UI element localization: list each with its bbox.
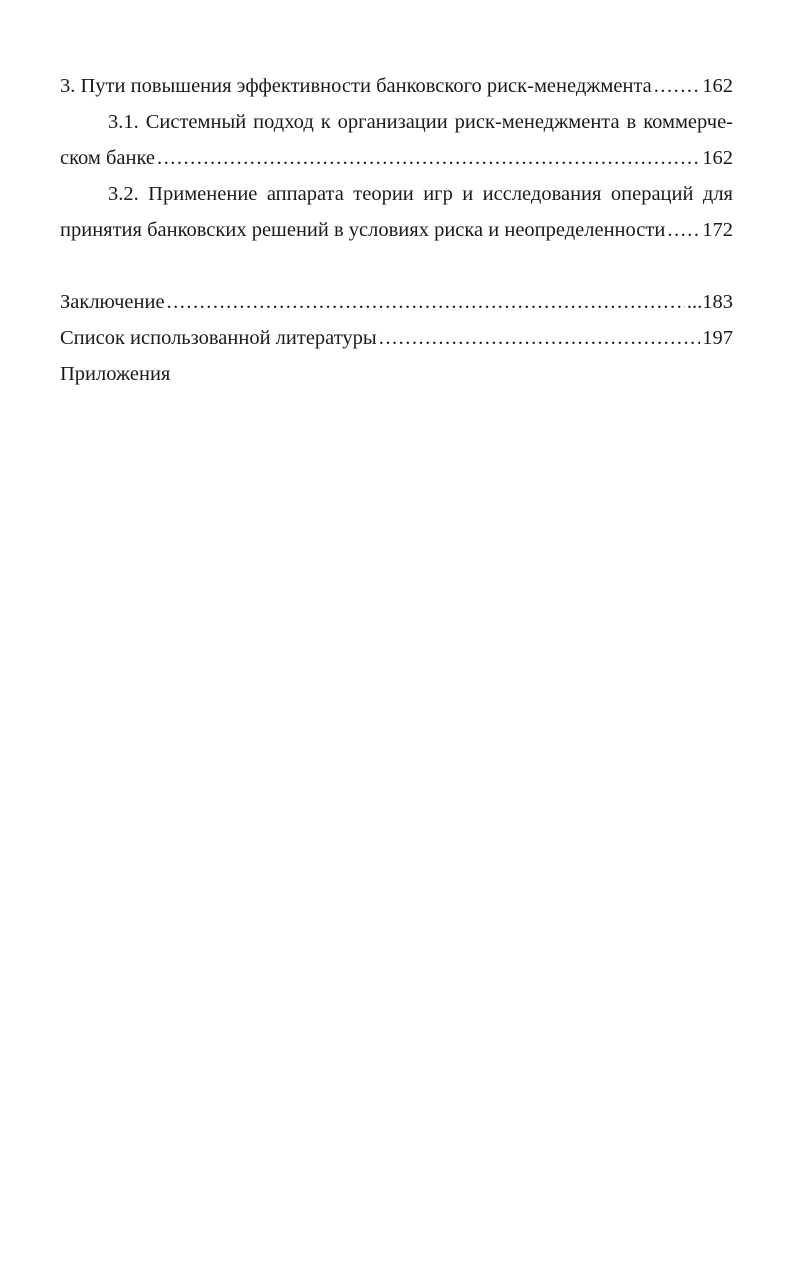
dot-leader <box>379 320 701 356</box>
toc-entry-section-3-1-line-2[interactable] <box>60 140 733 176</box>
spacer <box>60 248 733 284</box>
dot-leader <box>654 68 700 104</box>
toc-entry-section-3-1-line-1[interactable] <box>60 104 733 140</box>
toc-entry-label: принятия банковских решений в условиях риска и неопределенности <box>60 219 666 241</box>
dot-leader <box>157 140 700 176</box>
toc-page-number: 162 <box>702 147 733 169</box>
toc-page-number: ...183 <box>686 291 733 313</box>
toc-page-number: 162 <box>702 75 733 97</box>
toc-page-number: 172 <box>702 219 733 241</box>
toc-entry-section-3-2-line-2[interactable] <box>60 212 733 248</box>
toc-entry-conclusion[interactable] <box>60 284 733 320</box>
toc-entry-label: Приложения <box>60 363 171 385</box>
toc-page-number: 197 <box>702 327 733 349</box>
toc-entry-label: 3.2. Применение аппарата теории игр и исследования операций для <box>108 183 733 205</box>
toc-entry-bibliography[interactable] <box>60 320 733 356</box>
dot-leader <box>667 212 700 248</box>
toc-entry-label: ском банке <box>60 147 156 169</box>
toc-entry-label: 3.1. Системный подход к организации риск-менеджмента в коммерче- <box>108 111 733 133</box>
toc-entry-label: Список использованной литературы <box>60 327 377 349</box>
toc-entry-label: 3. Пути повышения эффективности банковского риск-менеджмента <box>60 75 652 97</box>
table-of-contents <box>60 68 733 392</box>
dot-leader <box>167 284 685 320</box>
toc-entry-appendices[interactable] <box>60 356 733 392</box>
toc-entry-section-3-2-line-1[interactable] <box>60 176 733 212</box>
toc-entry-label: Заключение <box>60 291 165 313</box>
toc-entry-chapter-3[interactable] <box>60 68 733 104</box>
